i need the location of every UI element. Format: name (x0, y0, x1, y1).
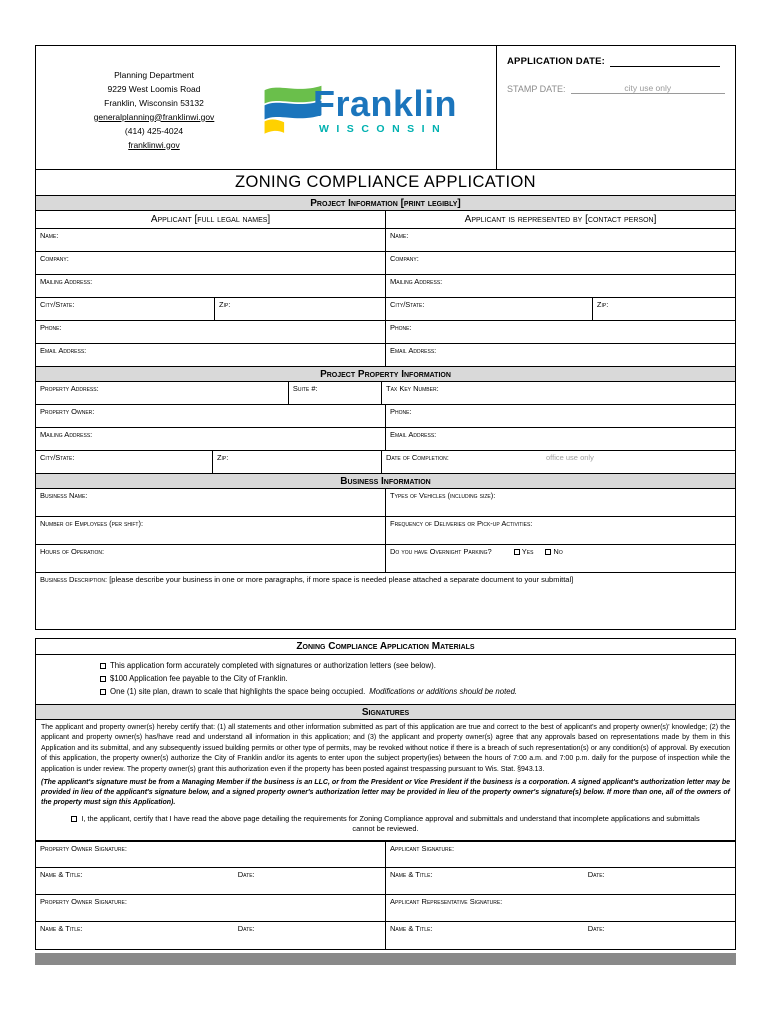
property-owner-signature-1[interactable]: Property Owner Signature: (40, 843, 127, 853)
representative-name-title[interactable]: Name & Title: (390, 923, 433, 933)
delivery-frequency-field[interactable]: Frequency of Deliveries or Pick-up Activities: (385, 517, 735, 544)
planning-department-contact (36, 64, 246, 152)
property-address-field[interactable]: Property Address: (40, 384, 99, 393)
application-date-label: APPLICATION DATE: (507, 56, 606, 67)
applicant-city-state-field[interactable]: City/State: (40, 300, 75, 309)
property-zip-field[interactable]: Zip: (212, 451, 381, 473)
owner-date-2[interactable]: Date: (237, 923, 255, 933)
checklist-item-site-plan: One (1) site plan, drawn to scale that highlights the space being occupied. Modifications or additions should be noted. (100, 685, 727, 698)
certification-text: The applicant and property owner(s) hereby certify that: (1) all statements and other information submitted as part of this application are true and correct to the best of applicant's and property owner(s)' knowledge; (2) the applicant and property owner(s) has/have read and understand all information in this application; and (3) the applicant and property owner(s) agree that any approvals based on representations made by them in this Application and its submittal, and any subsequently issued building permits or other type of permits, may be revoked without notice if there is a breach of such representation(s) or any condition(s) of approval. By execution of this application, the property owner(s) authorize the City of Franklin and/or its agents to enter upon the subject property(ies) between the hours of 7:00 a.m. and 7:00 p.m. daily for the purpose of inspection while the application is under review. The property owner(s) grant this authorization even if the property has been posted against trespassing pursuant to Wis. Stat. §943.13. (41, 724, 730, 773)
applicant-zip-field[interactable]: Zip: (214, 298, 385, 320)
stamp-date-label: STAMP DATE: (507, 84, 566, 94)
business-description-note: [please describe your business in one or more paragraphs, if more space is needed please attached a separate document to your submittal] (109, 575, 574, 584)
street-address: 9229 West Loomis Road (107, 83, 201, 94)
representative-zip-field[interactable]: Zip: (592, 298, 735, 320)
checkbox-parking-yes[interactable] (514, 549, 520, 555)
office-use-only-note: office use only (546, 453, 594, 462)
applicant-phone-field[interactable]: Phone: (40, 323, 62, 332)
applicant-name-title[interactable]: Name & Title: (390, 869, 433, 879)
checklist-item-application-form: This application form accurately completed with signatures or authorization letters (see below). (100, 659, 727, 672)
certify-statement: I, the applicant, certify that I have read the above page detailing the requirements for Zoning Compliance approval and submittals and understand that incomplete applications and submittals cannot be reviewed. (81, 813, 700, 834)
department-name: Planning Department (114, 69, 194, 80)
application-date-line[interactable] (610, 56, 720, 67)
authorization-note: (The applicant's signature must be from a Managing Member if the business is an LLC, or from the President or Vice President if the business is a corporation. A signed applicant's authorization letter may be provided in lieu of the applicant's signature below, and a signed property owner's authorization letter may be provided in lieu of the property owner's signature(s) below. If more than one, all of the owners of the property must sign this Application). (41, 779, 730, 807)
date-stamp-box (496, 46, 735, 169)
property-mailing-address-field[interactable]: Mailing Address: (40, 430, 93, 439)
city-address: Franklin, Wisconsin 53132 (104, 97, 204, 108)
property-city-state-field[interactable]: City/State: (40, 453, 75, 462)
applicant-column-headers (36, 211, 735, 229)
representative-company-field[interactable]: Company: (385, 252, 735, 274)
representative-phone-field[interactable]: Phone: (385, 321, 735, 343)
vehicle-types-field[interactable]: Types of Vehicles (including size): (385, 489, 735, 516)
date-of-completion-field[interactable]: Date of Completion: office use only (381, 451, 735, 473)
section-header-business-information: Business Information (36, 474, 735, 489)
tax-key-number-field[interactable]: Tax Key Number: (381, 382, 735, 404)
property-phone-field[interactable]: Phone: (385, 405, 735, 427)
property-owner-field[interactable]: Property Owner: (40, 407, 95, 416)
certify-statement-row (36, 811, 735, 840)
section-header-application-materials: Zoning Compliance Application Materials (36, 639, 735, 655)
representative-date[interactable]: Date: (587, 923, 605, 933)
section-header-signatures: Signatures (36, 705, 735, 720)
logo-state-text: WISCONSIN (318, 122, 448, 135)
form-header (36, 46, 735, 170)
owner-date-1[interactable]: Date: (237, 869, 255, 879)
materials-checklist (36, 655, 735, 705)
overnight-parking-field: Do you have Overnight Parking? Yes No (385, 545, 735, 572)
checkbox-parking-no[interactable] (545, 549, 551, 555)
applicant-email-field[interactable]: Email Address: (40, 346, 87, 355)
application-form-bottom (35, 638, 736, 950)
city-use-only-note: city use only (624, 83, 672, 93)
checkbox-application-fee[interactable] (100, 676, 106, 682)
checkbox-application-form[interactable] (100, 663, 106, 669)
representative-mailing-address-field[interactable]: Mailing Address: (385, 275, 735, 297)
franklin-logo (246, 80, 496, 136)
owner-name-title-1[interactable]: Name & Title: (40, 869, 83, 879)
phone-number: (414) 425-4024 (124, 125, 184, 136)
section-header-project-property-information: Project Property Information (36, 367, 735, 382)
application-form-main (35, 45, 736, 630)
applicant-mailing-address-field[interactable]: Mailing Address: (40, 277, 93, 286)
applicant-signature[interactable]: Applicant Signature: (385, 842, 735, 867)
property-email-field[interactable]: Email Address: (385, 428, 735, 450)
checkbox-site-plan[interactable] (100, 689, 106, 695)
hours-of-operation-field[interactable]: Hours of Operation: (40, 547, 105, 556)
email-link[interactable]: generalplanning@franklinwi.gov (93, 111, 215, 122)
representative-city-state-field[interactable]: City/State: (390, 300, 425, 309)
property-owner-signature-2[interactable]: Property Owner Signature: (40, 896, 127, 906)
overnight-parking-question: Do you have Overnight Parking? (390, 547, 492, 556)
signature-legal-text (36, 720, 735, 841)
website-link[interactable]: franklinwi.gov (128, 139, 180, 150)
business-name-field[interactable]: Business Name: (40, 491, 88, 500)
site-plan-note: Modifications or additions should be noted. (369, 687, 518, 696)
suite-number-field[interactable]: Suite #: (288, 382, 381, 404)
applicant-header: Applicant [full legal names] (150, 214, 271, 225)
representative-header: Applicant is represented by [contact person] (385, 211, 735, 228)
applicant-date[interactable]: Date: (587, 869, 605, 879)
checkbox-certify[interactable] (71, 816, 77, 822)
employee-count-field[interactable]: Number of Employees (per shift): (40, 519, 144, 528)
section-header-project-information: Project Information [print legibly] (36, 196, 735, 211)
page-title: ZONING COMPLIANCE APPLICATION (36, 170, 735, 196)
applicant-representative-signature[interactable]: Applicant Representative Signature: (385, 895, 735, 921)
checklist-item-application-fee: $100 Application fee payable to the City of Franklin. (100, 672, 727, 685)
signature-table (36, 841, 735, 949)
footer-bar (35, 953, 736, 965)
applicant-company-field[interactable]: Company: (40, 254, 69, 263)
owner-name-title-2[interactable]: Name & Title: (40, 923, 83, 933)
stamp-date-line[interactable] (571, 83, 725, 94)
representative-email-field[interactable]: Email Address: (385, 344, 735, 366)
representative-name-field[interactable]: Name: (385, 229, 735, 251)
logo-city-text: Franklin (312, 82, 458, 124)
business-description-field[interactable]: Business Description: [please describe your business in one or more paragraphs, if more space is needed please attached a separate document to your submittal] (40, 575, 574, 584)
applicant-name-field[interactable]: Name: (40, 231, 59, 240)
